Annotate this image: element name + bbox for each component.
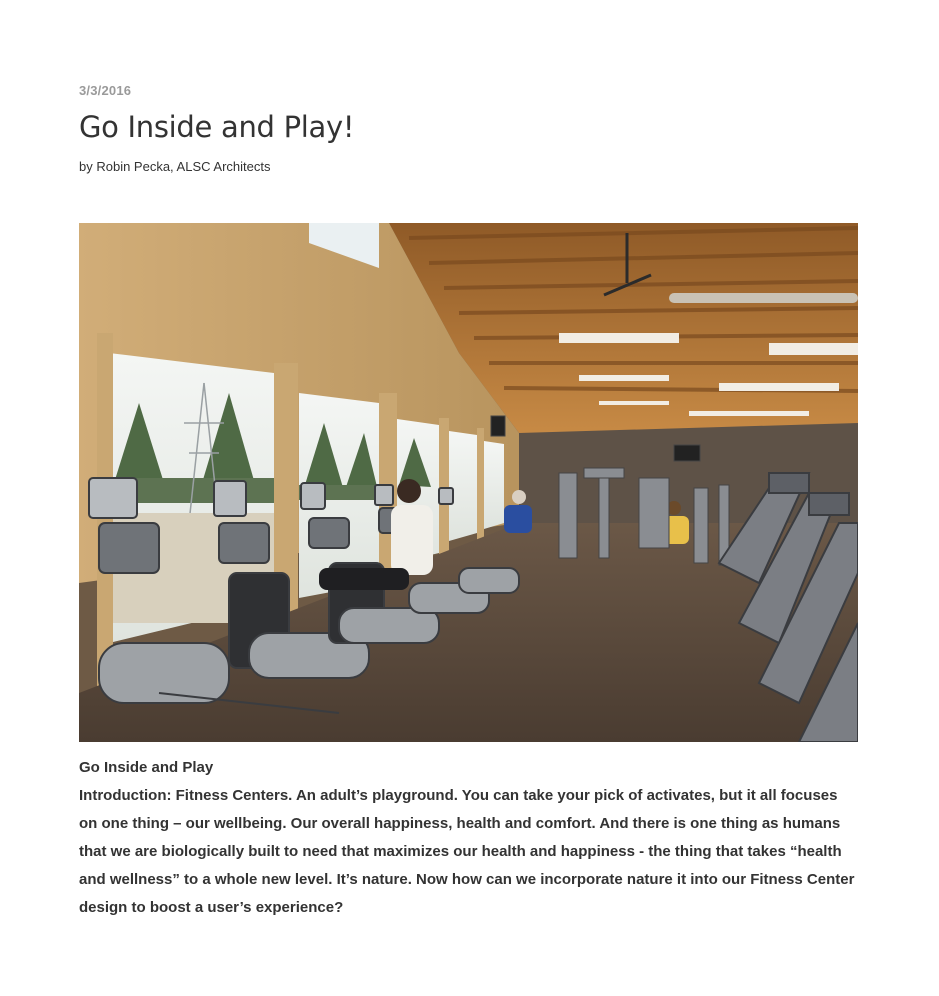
article-body [79, 754, 858, 922]
duct [669, 293, 858, 303]
fitness-center-photo [79, 223, 858, 742]
post-byline: by Robin Pecka, ALSC Architects [79, 159, 271, 174]
article-paragraph: Introduction: Fitness Centers. An adult’s playground. You can take your pick of activates, but it all focuses on one thing – our wellbeing. Our overall happiness, health and comfort. And there is one thing as humans that we are biologically built to need that maximizes our health and happiness - the thing that takes “health and wellness” to a whole new level. It’s nature. Now how can we incorporate nature it into our Fitness Center design to boost a user’s experience? [79, 787, 855, 916]
post-date: 3/3/2016 [79, 83, 132, 98]
article-heading: Go Inside and Play [79, 759, 214, 776]
post-title: Go Inside and Play! [79, 110, 355, 144]
